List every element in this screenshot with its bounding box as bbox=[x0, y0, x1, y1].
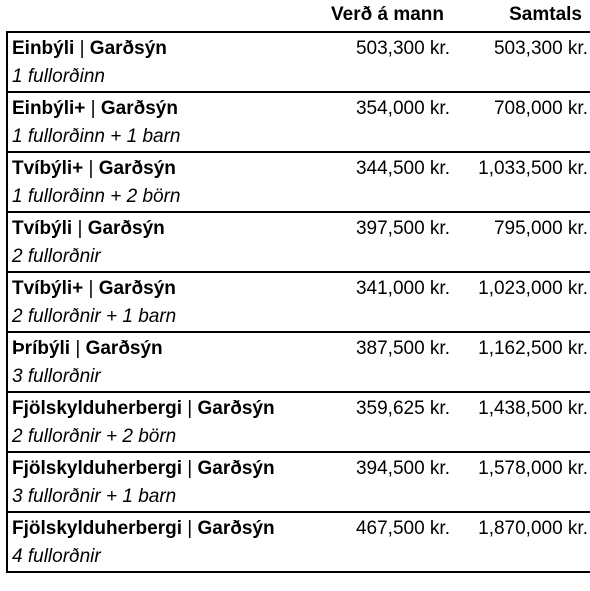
total-value: 1,033,500 kr. bbox=[478, 158, 588, 179]
total-value: 1,438,500 kr. bbox=[478, 398, 588, 419]
total-value: 1,162,500 kr. bbox=[478, 338, 588, 359]
room-price-rows bbox=[7, 32, 590, 572]
table-row bbox=[7, 512, 590, 572]
room-occupants: 4 fullorðnir bbox=[12, 546, 101, 567]
price-cell bbox=[312, 512, 450, 572]
total-cell bbox=[450, 392, 590, 452]
total-cell bbox=[450, 212, 590, 272]
price-cell bbox=[312, 332, 450, 392]
room-type: Fjölskylduherbergi bbox=[12, 518, 182, 539]
total-cell bbox=[450, 332, 590, 392]
room-title bbox=[12, 158, 312, 180]
room-view: Garðsýn bbox=[98, 158, 176, 179]
price-cell bbox=[312, 392, 450, 452]
room-type: Fjölskylduherbergi bbox=[12, 398, 182, 419]
total-cell bbox=[450, 272, 590, 332]
room-title bbox=[12, 398, 312, 420]
room-separator: | bbox=[72, 218, 88, 239]
room-view: Garðsýn bbox=[87, 218, 165, 239]
room-separator: | bbox=[85, 98, 101, 119]
room-cell bbox=[7, 272, 312, 332]
room-type: Þríbýli bbox=[12, 338, 71, 359]
room-type: Fjölskylduherbergi bbox=[12, 458, 182, 479]
room-occupants: 1 fullorðinn + 2 börn bbox=[12, 186, 181, 207]
room-occupants: 2 fullorðnir + 1 barn bbox=[12, 306, 177, 327]
total-cell bbox=[450, 512, 590, 572]
price-per-person-value: 344,500 kr. bbox=[355, 158, 450, 179]
room-type: Tvíbýli+ bbox=[12, 158, 84, 179]
room-title bbox=[12, 458, 312, 480]
room-cell bbox=[7, 152, 312, 212]
room-view: Garðsýn bbox=[98, 278, 176, 299]
total-value: 708,000 kr. bbox=[493, 98, 588, 119]
header-price-per-person: Verð á mann bbox=[331, 4, 444, 25]
room-view: Garðsýn bbox=[85, 338, 163, 359]
price-cell bbox=[312, 452, 450, 512]
total-value: 795,000 kr. bbox=[493, 218, 588, 239]
room-occupants: 1 fullorðinn bbox=[12, 66, 105, 87]
room-separator: | bbox=[181, 518, 198, 539]
total-cell bbox=[450, 32, 590, 92]
table-row bbox=[7, 272, 590, 332]
table-row bbox=[7, 212, 590, 272]
room-occupants: 1 fullorðinn + 1 barn bbox=[12, 126, 181, 147]
room-cell bbox=[7, 212, 312, 272]
room-cell bbox=[7, 92, 312, 152]
room-title bbox=[12, 338, 312, 360]
price-per-person-value: 503,300 kr. bbox=[355, 38, 450, 59]
room-title bbox=[12, 98, 312, 120]
room-price-table bbox=[6, 31, 590, 573]
total-value: 503,300 kr. bbox=[493, 38, 588, 59]
table-row bbox=[7, 92, 590, 152]
total-cell bbox=[450, 92, 590, 152]
table-row bbox=[7, 392, 590, 452]
room-title bbox=[12, 518, 312, 540]
price-cell bbox=[312, 32, 450, 92]
total-value: 1,578,000 kr. bbox=[478, 458, 588, 479]
room-cell bbox=[7, 332, 312, 392]
price-per-person-value: 394,500 kr. bbox=[355, 458, 450, 479]
room-occupants: 2 fullorðnir bbox=[12, 246, 101, 267]
table-row bbox=[7, 452, 590, 512]
room-occupants: 3 fullorðnir bbox=[12, 366, 101, 387]
price-cell bbox=[312, 152, 450, 212]
room-title bbox=[12, 38, 312, 60]
price-per-person-value: 467,500 kr. bbox=[355, 518, 450, 539]
room-view: Garðsýn bbox=[89, 38, 167, 59]
total-cell bbox=[450, 452, 590, 512]
room-separator: | bbox=[181, 458, 198, 479]
room-title bbox=[12, 218, 312, 240]
room-title bbox=[12, 278, 312, 300]
room-view: Garðsýn bbox=[100, 98, 178, 119]
room-separator: | bbox=[83, 158, 99, 179]
price-cell bbox=[312, 92, 450, 152]
price-per-person-value: 359,625 kr. bbox=[355, 398, 450, 419]
price-per-person-value: 354,000 kr. bbox=[355, 98, 450, 119]
room-cell bbox=[7, 392, 312, 452]
room-type: Tvíbýli bbox=[12, 218, 73, 239]
room-separator: | bbox=[74, 38, 90, 59]
total-value: 1,870,000 kr. bbox=[478, 518, 588, 539]
room-cell bbox=[7, 512, 312, 572]
room-separator: | bbox=[70, 338, 86, 359]
table-row bbox=[7, 332, 590, 392]
price-per-person-value: 341,000 kr. bbox=[355, 278, 450, 299]
table-header bbox=[0, 0, 590, 31]
room-separator: | bbox=[181, 398, 198, 419]
table-row bbox=[7, 152, 590, 212]
room-type: Tvíbýli+ bbox=[12, 278, 84, 299]
room-occupants: 2 fullorðnir + 2 börn bbox=[12, 426, 177, 447]
total-cell bbox=[450, 152, 590, 212]
price-cell bbox=[312, 212, 450, 272]
room-occupants: 3 fullorðnir + 1 barn bbox=[12, 486, 177, 507]
header-total: Samtals bbox=[509, 4, 582, 25]
room-separator: | bbox=[83, 278, 99, 299]
price-per-person-value: 397,500 kr. bbox=[355, 218, 450, 239]
room-type: Einbýli+ bbox=[12, 98, 86, 119]
room-type: Einbýli bbox=[12, 38, 75, 59]
room-cell bbox=[7, 452, 312, 512]
room-view: Garðsýn bbox=[197, 458, 275, 479]
room-view: Garðsýn bbox=[197, 398, 275, 419]
table-row bbox=[7, 32, 590, 92]
price-per-person-value: 387,500 kr. bbox=[355, 338, 450, 359]
total-value: 1,023,000 kr. bbox=[478, 278, 588, 299]
room-cell bbox=[7, 32, 312, 92]
price-cell bbox=[312, 272, 450, 332]
room-view: Garðsýn bbox=[197, 518, 275, 539]
